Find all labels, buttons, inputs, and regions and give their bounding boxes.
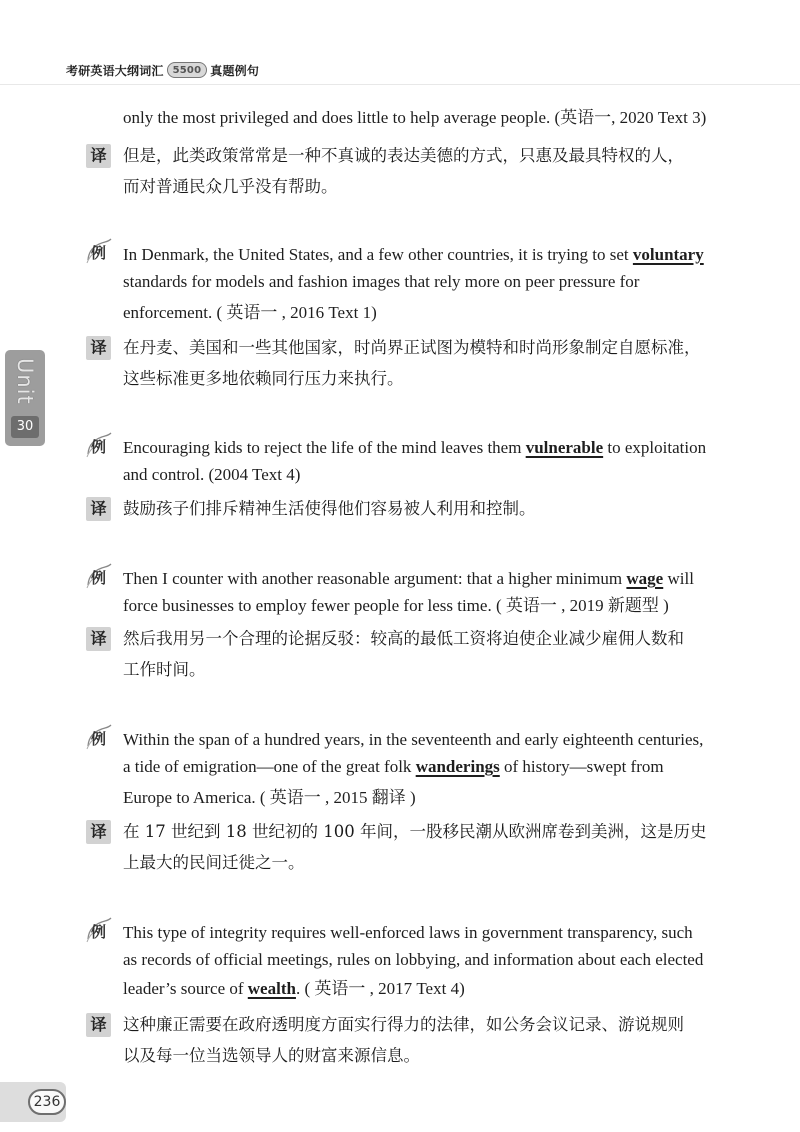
translation-marker-icon: 译 [86, 144, 111, 168]
translation-line: 在 17 世纪到 18 世纪初的 100 年间，一股移民潮从欧洲席卷到美洲，这是历史 [123, 822, 707, 841]
translation-line: 这种廉正需要在政府透明度方面实行得力的法律，如公务会议记录、游说规则 [123, 1015, 684, 1034]
translation-line: 上最大的民间迁徙之一。 [123, 853, 305, 872]
unit-label: Unit [13, 358, 37, 405]
example-sentence: leader’s source of wealth. ( 英语一 , 2017 Text 4) [123, 979, 465, 998]
example-sentence: Then I counter with another reasonable argument: that a higher minimum wage will [123, 569, 694, 588]
example-sentence-line: standards for models and fashion images that rely more on peer pressure for [123, 272, 640, 291]
translation-line: 这些标准更多地依赖同行压力来执行。 [123, 369, 404, 388]
example-sentence: In Denmark, the United States, and a few other countries, it is trying to set voluntary [123, 245, 704, 264]
example-source-line: and control. (2004 Text 4) [123, 465, 301, 484]
vocabulary-keyword: voluntary [632, 245, 704, 264]
translation-marker-icon: 译 [86, 1013, 111, 1037]
translation-line: 鼓励孩子们排斥精神生活使得他们容易被人利用和控制。 [123, 499, 536, 518]
vocabulary-keyword: wage [626, 569, 664, 588]
example-sentence-continued: only the most privileged and does little to help average people. (英语一, 2020 Text 3) [123, 108, 707, 127]
example-sentence: a tide of emigration—one of the great folk wanderings of history—swept from [123, 757, 664, 776]
translation-line: 工作时间。 [123, 660, 206, 679]
translation-marker-icon: 译 [86, 497, 111, 521]
translation-line: 在丹麦、美国和一些其他国家，时尚界正试图为模特和时尚形象制定自愿标准， [123, 338, 701, 357]
header-badge: 5500 [167, 62, 208, 78]
example-marker-icon: 例 [85, 917, 115, 947]
example-source-line: enforcement. ( 英语一 , 2016 Text 1) [123, 303, 377, 322]
vocabulary-keyword: vulnerable [525, 438, 604, 457]
header-subtitle: 真题例句 [210, 63, 260, 78]
translation-marker-icon: 译 [86, 820, 111, 844]
translation-line: 以及每一位当选领导人的财富来源信息。 [123, 1046, 420, 1065]
vocabulary-keyword: wealth [247, 979, 296, 998]
running-header [66, 58, 259, 82]
page-number: 236 [28, 1089, 66, 1115]
example-sentence-line: Within the span of a hundred years, in the seventeenth and early eighteenth centuries, [123, 730, 704, 749]
example-marker-icon: 例 [85, 724, 115, 754]
example-source-line: Europe to America. ( 英语一 , 2015 翻译 ) [123, 788, 416, 807]
translation-line: 但是，此类政策常常是一种不真诚的表达美德的方式，只惠及最具特权的人， [123, 146, 684, 165]
example-marker-icon: 例 [85, 563, 115, 593]
example-sentence-line: as records of official meetings, rules on lobbying, and information about each elected [123, 950, 704, 969]
translation-marker-icon: 译 [86, 627, 111, 651]
page-number-badge [0, 1082, 70, 1122]
header-divider [0, 84, 800, 85]
example-sentence-line: This type of integrity requires well-enforced laws in government transparency, such [123, 923, 693, 942]
vocabulary-keyword: wanderings [415, 757, 500, 776]
unit-number: 30 [11, 416, 39, 438]
unit-side-tab [5, 350, 45, 446]
translation-line: 然后我用另一个合理的论据反驳：较高的最低工资将迫使企业减少雇佣人数和 [123, 629, 684, 648]
example-marker-icon: 例 [85, 432, 115, 462]
example-source-line: force businesses to employ fewer people for less time. ( 英语一 , 2019 新题型 ) [123, 596, 669, 615]
translation-line: 而对普通民众几乎没有帮助。 [123, 177, 338, 196]
translation-marker-icon: 译 [86, 336, 111, 360]
header-title: 考研英语大纲词汇 [66, 63, 164, 78]
example-sentence: Encouraging kids to reject the life of the mind leaves them vulnerable to exploitation [123, 438, 707, 457]
example-marker-icon: 例 [85, 238, 115, 268]
